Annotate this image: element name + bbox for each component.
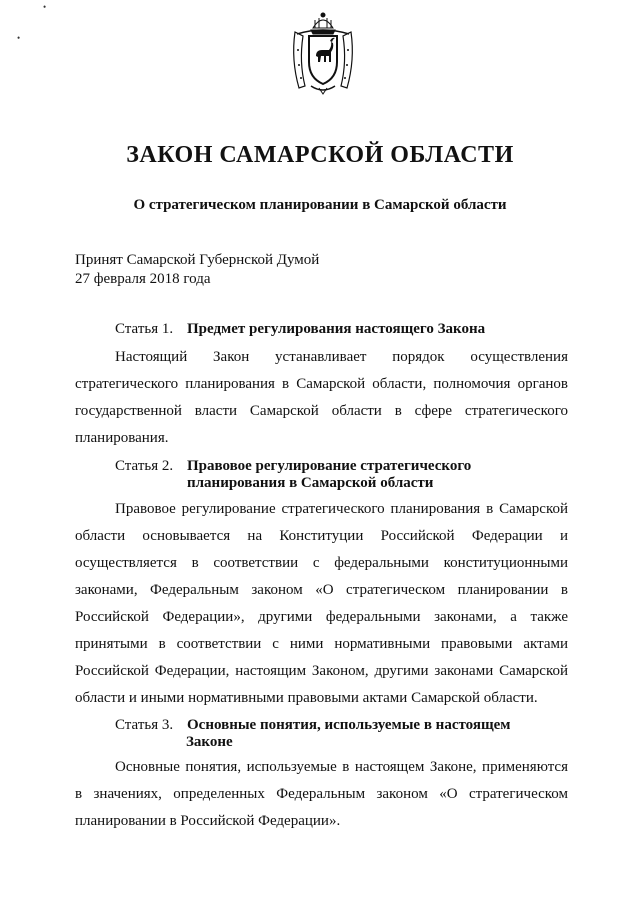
article-number: Статья 2. — [115, 458, 174, 474]
document-subtitle: О стратегическом планировании в Самарской области — [133, 197, 507, 213]
article-number: Статья 3. — [115, 717, 174, 733]
article-number: Статья 1. — [115, 321, 174, 337]
article-title-line: планирования в Самарской области — [187, 475, 434, 491]
scan-artifact: • — [17, 33, 21, 43]
article-3-heading — [115, 717, 511, 751]
samara-coat-of-arms-icon — [285, 10, 361, 96]
article-title — [187, 717, 511, 751]
scan-artifact: • — [43, 2, 47, 12]
article-title: Предмет регулирования настоящего Закона — [187, 321, 486, 337]
article-2-heading — [115, 458, 471, 492]
adoption-body: Принят Самарской Губернской Думой — [75, 252, 320, 268]
article-1-heading — [115, 321, 485, 338]
document-title: ЗАКОН САМАРСКОЙ ОБЛАСТИ — [126, 142, 514, 168]
article-2-text: Правовое регулирование стратегического планирования в Самарской области основывается на Конституции Российской Федерации и осуществляется в соответствии с федеральными конституционными законами, Федеральным законом «О стратегическом планировании в Российской Федерации», другими федеральными законами, а также принятыми в соответствии с ними нормативными правовыми актами Российской Федерации, настоящим Законом, другими законами Самарской области и иными нормативными правовыми актами Самарской области. — [75, 501, 568, 706]
article-title-line: Правовое регулирование стратегического — [187, 458, 472, 474]
adoption-info — [75, 251, 319, 289]
article-title — [187, 458, 471, 492]
adoption-date: 27 февраля 2018 года — [75, 271, 211, 287]
article-title-line: Основные понятия, используемые в настоящем — [187, 717, 511, 733]
article-3-text: Основные понятия, используемые в настоящем Законе, применяются в значениях, определенных Федеральным законом «О стратегическом планировании в Российской Федерации». — [75, 759, 568, 829]
article-title-line: Законе — [186, 734, 233, 750]
article-1-text: Настоящий Закон устанавливает порядок осуществления стратегического планирования в Самарской области, полномочия органов государственной власти Самарской области в сфере стратегического планирования. — [75, 349, 568, 446]
